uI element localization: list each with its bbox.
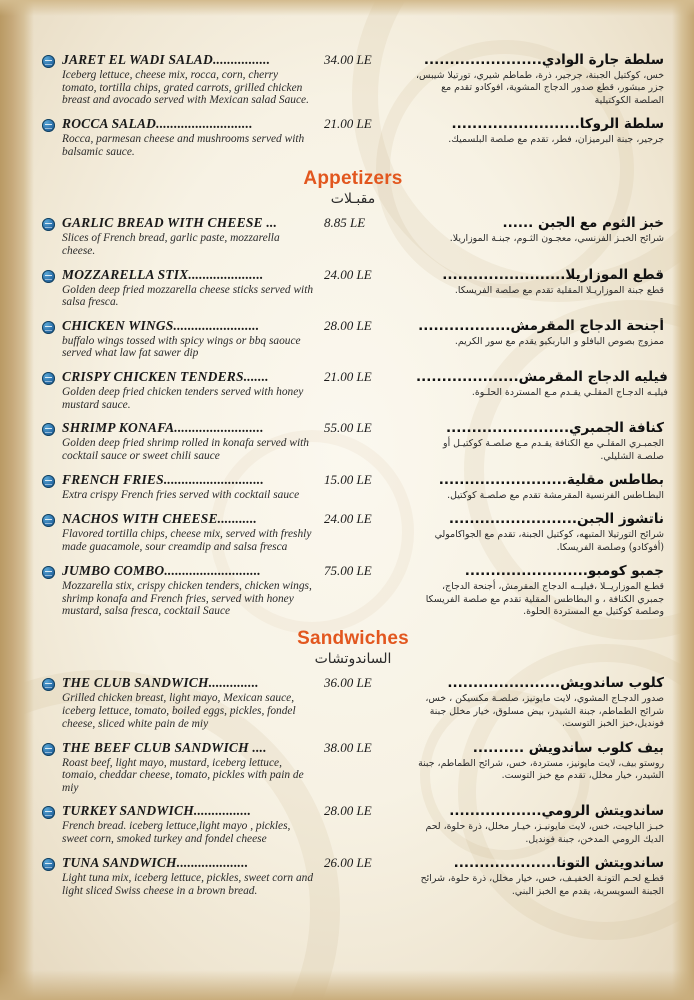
item-desc-en: buffalo wings tossed with spicy wings or bbq saouce served what law fat sawer dip: [62, 334, 301, 360]
item-name-ar: ساندويتش التونا....................: [453, 855, 664, 872]
item-price: 36.00 LE: [324, 675, 372, 691]
item-name-en: FRENCH FRIES............................: [62, 471, 264, 487]
menu-item: [42, 740, 664, 795]
bullet-icon: [42, 119, 55, 132]
item-desc-ar: صدور الدجـاج المشوي، لايت مايونيز، صلصـة مكسيكن ، خس، شرائح الطماطم، جبنة الشيدر، بيض مسلوق، خيار مخلل جبنة فوندیل،خبز الخبز التوست.: [425, 693, 664, 730]
item-english: [62, 369, 314, 411]
item-name-en: TURKEY SANDWICH................: [62, 803, 252, 819]
menu-item: [42, 803, 664, 846]
item-price: 75.00 LE: [324, 563, 372, 579]
item-desc-ar: الجمبـري المقلـي مع الكنافة يقـدم مـع صلصـة كوكتيـل أو صلصـة الشليلي.: [443, 438, 664, 462]
item-arabic: [416, 52, 664, 107]
item-desc-en: Iceberg lettuce, cheese mix, rocca, corn, cherry tomato, tortilla chips, grated carrots, grilled chicken breast and avocado served with Mexican salad Sauce.: [62, 69, 309, 107]
item-price: 55.00 LE: [324, 420, 372, 436]
item-english: [62, 318, 314, 360]
item-english: [62, 52, 314, 107]
item-desc-en: Flavored tortilla chips, cheese mix, served with freshly made guacamole, sour creamdip and salsa fresca: [62, 528, 312, 553]
item-name-en: TUNA SANDWICH....................: [62, 855, 249, 871]
item-desc-ar: خس، كوكتيل الجبنة، جرجير، ذرة، طماطم شيري، تورتيلا شيبس، جزر مبشور، قطع صدور الدجاج المشوية، افوكادو تقدم مع الصلصة الكوكتيلية: [416, 70, 664, 106]
item-desc-ar: قطع جبنة الموزاريـلا المقلية تقدم مع صلصة الفريسكا.: [454, 284, 664, 296]
item-name-en: GARLIC BREAD WITH CHEESE ...: [62, 215, 278, 231]
item-price: 28.00 LE: [324, 317, 372, 333]
item-arabic: [416, 318, 664, 348]
item-name-en: JARET EL WADI SALAD................: [62, 52, 271, 67]
item-price: 24.00 LE: [324, 266, 372, 282]
item-name-ar: أجنحة الدجاج المقرمش..................: [418, 317, 664, 334]
page-edge-bottom: [0, 970, 694, 1000]
item-name-ar: سلطة الروكا.........................: [451, 116, 664, 133]
item-price: 24.00 LE: [324, 511, 372, 527]
item-name-en: SHRIMP KONAFA.........................: [62, 420, 264, 436]
bullet-icon: [42, 55, 55, 68]
item-price: 38.00 LE: [324, 739, 372, 755]
item-name-en: THE CLUB SANDWICH..............: [62, 675, 259, 691]
item-english: [62, 472, 314, 502]
section-title-en: Sandwiches: [297, 628, 409, 650]
item-english: [62, 740, 314, 795]
item-name-en: CRISPY CHICKEN TENDERS.......: [62, 368, 269, 384]
item-arabic: [416, 369, 668, 399]
item-price: 21.00 LE: [324, 368, 372, 384]
bullet-icon: [42, 566, 55, 579]
item-desc-en: Mozzarella stix, crispy chicken tenders, chicken wings, shrimp konafa and French fries, served with honey mustard, salsa fresca, cocktail Sauce: [62, 580, 312, 618]
item-name-en: JUMBO COMBO...........................: [62, 563, 261, 579]
item-desc-ar: روستو بيف، لايت مايونيز، مستردة، خس، شرائح الطماطم، جبنة الشيدر، خيار مخلل، تقدم مع خبز التوست.: [418, 757, 664, 782]
item-price: 21.00 LE: [324, 116, 372, 132]
menu-item: [42, 116, 664, 158]
item-arabic: [416, 675, 664, 730]
item-name-ar: خبز الثوم مع الجبن ......: [502, 215, 664, 232]
item-desc-en: Extra crispy French fries served with cocktail sauce: [62, 488, 300, 501]
item-arabic: [416, 803, 664, 846]
item-english: [62, 215, 314, 257]
item-arabic: [416, 855, 664, 898]
section-title-en: Appetizers: [303, 168, 403, 190]
menu-item: [42, 318, 664, 360]
menu-section-sandwiches: [42, 675, 664, 898]
item-desc-en: Slices of French bread, garlic paste, mozzarella cheese.: [62, 232, 280, 257]
item-name-ar: ناتشوز الجبن.........................: [448, 511, 664, 528]
item-name-en: THE BEEF CLUB SANDWICH ....: [62, 739, 267, 755]
item-english: [62, 803, 314, 845]
item-desc-ar: قطـع لحـم التونـة الخفيـف، خس، خيار مخلل، ذرة حلوة، شرائح الجبنة السويسرية، يقدم مع الخبز البني.: [420, 873, 664, 897]
bullet-icon: [42, 218, 55, 231]
item-price: 15.00 LE: [324, 471, 372, 487]
bullet-icon: [42, 475, 55, 488]
item-price: 26.00 LE: [324, 855, 372, 871]
section-title-ar: مقبـلات: [330, 191, 376, 208]
item-arabic: [416, 740, 664, 783]
section-header-appetizers: [42, 168, 664, 207]
menu-item: [42, 52, 664, 107]
item-desc-ar: خبـز الباجيت، خس، لايت مايونيـز، خيـار مخلل، ذرة حلوة، لحم الديك الرومي المدخن، جبنة فوندیل.: [425, 821, 664, 845]
item-english: [62, 116, 314, 158]
item-arabic: [416, 563, 664, 618]
item-english: [62, 267, 314, 309]
bullet-icon: [42, 514, 55, 527]
menu-item: [42, 368, 668, 411]
item-name-ar: ساندويتش الرومي..................: [449, 803, 664, 820]
item-name-ar: بطاطس مقلية.........................: [438, 471, 664, 488]
item-price: 8.85 LE: [324, 215, 366, 231]
bullet-icon: [42, 806, 55, 819]
bullet-icon: [42, 270, 55, 283]
item-arabic: [416, 511, 664, 554]
item-desc-ar: ممزوج بصوص البافلو و الباربكيو يقدم مع سور الكريم.: [454, 335, 664, 347]
menu-section-salads: [42, 52, 664, 158]
item-name-ar: كلوب ساندويش......................: [447, 675, 664, 692]
item-price: 34.00 LE: [324, 52, 372, 67]
item-desc-en: French bread. iceberg lettuce,light mayo , pickles, sweet corn, smoked turkey and fondel cheese: [62, 820, 291, 845]
item-english: [62, 675, 314, 730]
item-desc-ar: شرائح التورتيلا المتبهه، كوكتيل الجبنة، تقدم مع الجواكامولي (أفوكادو) وصلصة الفريسكا.: [434, 529, 664, 553]
item-name-en: ROCCA SALAD...........................: [62, 116, 253, 132]
menu-section-appetizers: [42, 215, 668, 618]
item-desc-ar: شرائح الخبـز الفرنسي، معجـون الثـوم، جبنـة الموزاريلا.: [449, 233, 664, 245]
menu-item: [42, 563, 664, 618]
bullet-icon: [42, 423, 55, 436]
bullet-icon: [42, 678, 55, 691]
item-arabic: [416, 215, 664, 245]
item-english: [62, 511, 314, 553]
bullet-icon: [42, 321, 55, 334]
section-title-ar: الساندوتشات: [314, 651, 392, 668]
item-english: [62, 855, 314, 897]
item-name-en: NACHOS WITH CHEESE...........: [62, 511, 257, 527]
item-arabic: [416, 116, 664, 146]
item-name-en: CHICKEN WINGS........................: [62, 317, 260, 333]
item-english: [62, 420, 314, 462]
item-name-en: MOZZARELLA STIX.....................: [62, 266, 264, 282]
item-name-ar: قطع الموزاريلا........................: [442, 266, 664, 283]
menu-item: [42, 511, 664, 554]
item-desc-ar: قطـع الموزاريــلا ،فيليــه الدجاج المقرمش، أجنحة الدجاج، جمبري الكنافة ، و البطاطس المقلية تقدم مع صلصة الفريسكا وصلصة كوكتيل مع المستردة الحلوة.: [425, 581, 664, 617]
item-arabic: [416, 420, 664, 463]
menu-item: [42, 472, 664, 502]
item-desc-ar: البطـاطس الفرنسية المقرمشة تقدم مع صلصـة كوكتيل.: [447, 489, 664, 501]
item-desc-ar: جرجير، جبنة البرميزان، فطر، تقدم مع صلصة البلسمیك.: [448, 134, 664, 146]
item-desc-ar: فيليـه الدجـاج المقلـي يقـدم مـع المستردة الحلـوة.: [471, 386, 668, 398]
menu-item: [42, 675, 664, 730]
menu-item: [42, 855, 664, 898]
item-price: 28.00 LE: [324, 803, 372, 819]
bullet-icon: [42, 743, 55, 756]
item-name-ar: جمبو كومبو........................: [464, 563, 664, 580]
item-name-ar: بيف كلوب ساندويش ..........: [472, 739, 664, 756]
menu-item: [42, 267, 664, 309]
item-arabic: [416, 472, 664, 502]
bullet-icon: [42, 372, 55, 385]
item-name-ar: سلطة جارة الوادي.......................: [423, 52, 664, 68]
bullet-icon: [42, 858, 55, 871]
menu-item: [42, 215, 664, 257]
menu-item: [42, 420, 664, 463]
item-desc-en: Golden deep fried mozzarella cheese sticks served with salsa fresca.: [62, 283, 314, 309]
section-header-sandwiches: [42, 628, 664, 667]
item-english: [62, 563, 314, 618]
item-desc-en: Rocca, parmesan cheese and mushrooms served with balsamic sauce.: [62, 133, 305, 158]
item-desc-en: Roast beef, light mayo, mustard, iceberg lettuce, tomaio, cheddar cheese, tomato, pickles with pain de miy: [62, 756, 304, 794]
item-desc-en: Golden deep fried shrimp rolled in konafa served with cocktail sauce or sweet chili sauce: [62, 437, 309, 462]
item-name-ar: فيليه الدجاج المقرمش....................: [416, 368, 668, 385]
item-name-ar: كنافة الجمبري........................: [445, 420, 664, 437]
item-desc-en: Light tuna mix, iceberg lettuce, pickles, sweet corn and light sliced Swiss cheese in a brown bread.: [62, 872, 314, 897]
item-desc-en: Golden deep fried chicken tenders served with honey mustard sauce.: [62, 385, 304, 411]
item-arabic: [416, 267, 664, 297]
item-desc-en: Grilled chicken breast, light mayo, Mexican sauce, iceberg lettuce, tomato, boiled eggs, pickles, fondel cheese, sliced white pain de miy: [62, 692, 296, 730]
